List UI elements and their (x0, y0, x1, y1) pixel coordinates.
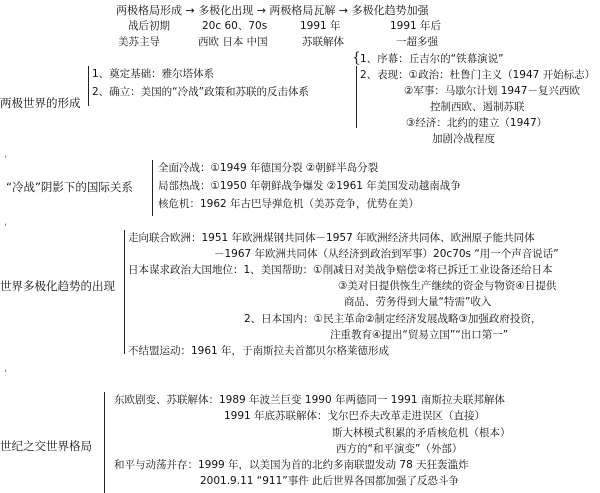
section1-sub-1: 1、序幕：丘吉尔的“铁幕演说” (360, 53, 504, 65)
section2-item-2: 局部热战：①1950 年朝鲜战争爆发 ②1961 年美国发动越南战争 (158, 180, 461, 192)
header-flow: 两极格局形成 → 多极化出现 → 两极格局瓦解 → 多极化趋势加强 (116, 4, 429, 17)
section1-sub-bracket (356, 66, 357, 128)
section1-sub-3: ②军事：马歇尔计划 1947－复兴西欧 (404, 85, 580, 97)
section4-item-6: 2001.9.11 “911”事件 此后世界各国都加强了反恐斗争 (200, 475, 460, 487)
section3-item-4: ③美对日提供恢生产继续的资金与物资④日提供 (338, 280, 557, 292)
header-actor-2: 西欧 日本 中国 (198, 36, 268, 48)
section1-bracket (88, 66, 89, 106)
section3-item-6: 2、日本国内：①民主革命②制定经济发展战略③加强政府投资， (244, 313, 542, 325)
section2-item-3: 核危机：1962 年古巴导弹危机（美苏竞争，优势在美） (158, 198, 420, 210)
section3-item-1: 走向联合欧洲：1951 年欧洲煤钢共同体－1957 年欧洲经济共同体、欧洲原子能共同体 (128, 232, 535, 244)
section1-item-2: 2、确立：美国的“冷战”政策和苏联的反击体系 (92, 86, 310, 98)
header-stage-2: 20c 60、70s (202, 20, 268, 32)
section4-item-1: 东欧剧变、苏联解体：1989 年波兰巨变 1990 年两德同一 1991 南斯拉夫联邦解体 (114, 394, 505, 406)
section3-title: 世界多极化趋势的出现 (0, 279, 115, 293)
section4-title: 世纪之交世界格局 (0, 439, 92, 453)
section3-item-2: －1967 年欧洲共同体（从经济到政治到军事）20c70s “用一个声音说话” (214, 248, 559, 260)
section2-title: “冷战”阴影下的国际关系 (6, 180, 133, 194)
header-actor-4: 一超多强 (396, 36, 438, 48)
section3-item-3: 日本谋求政治大国地位：1、美国帮助：①削减日对美战争赔偿②将已拆迁工业设备还给日本 (128, 264, 553, 276)
section3-item-8: 不结盟运动：1961 年，于南斯拉夫首都贝尔格莱德形成 (128, 345, 390, 357)
section1-sub-4: 控制西欧、遏制苏联 (430, 101, 525, 113)
header-stage-3: 1991 年 (300, 20, 341, 32)
section3-item-5: 商品、劳务得到大量“特需”收入 (344, 296, 492, 308)
section4-item-3: 斯大林模式积累的矛盾核危机（根本） (332, 427, 511, 439)
section3-item-7: 注重教育④提出“贸易立国”“出口第一” (330, 329, 509, 341)
mark-comma: , (4, 363, 8, 374)
header-stage-4: 1991 年后 (390, 20, 442, 32)
section1-brace-top: { (352, 50, 361, 66)
header-stage-1: 战后初期 (128, 20, 170, 32)
section1-sub-5: ③经济：北约的建立（1947） (406, 117, 548, 129)
section1-title: 两极世界的形成 (0, 96, 81, 110)
section2-bracket (152, 160, 153, 216)
header-actor-1: 美苏主导 (118, 36, 160, 48)
section4-item-5: 和平与动荡并存：1999 年，以美国为首的北约多南联盟发动 78 天狂轰滥炸 (114, 459, 469, 471)
section1-item-1: 1、奠定基础：雅尔塔体系 (92, 68, 215, 80)
section1-sub-6: 加剧冷战程度 (432, 133, 495, 145)
section4-item-4: 西方的“和平演变”（外部） (336, 443, 463, 455)
section2-item-1: 全面冷战：①1949 年德国分裂 ②朝鲜半岛分裂 (158, 162, 379, 174)
section4-item-2: 1991 年底苏联解体：戈尔巴乔夫改革走进误区（直接） (224, 410, 486, 422)
header-actor-3: 苏联解体 (302, 36, 344, 48)
section1-sub-2: 2、表现：①政治：杜鲁门主义（1947 开始标志） (360, 69, 596, 81)
section4-bracket (104, 392, 105, 493)
section3-bracket (124, 230, 125, 354)
mark-comma: , (4, 217, 8, 228)
mark-comma: , (4, 149, 8, 160)
